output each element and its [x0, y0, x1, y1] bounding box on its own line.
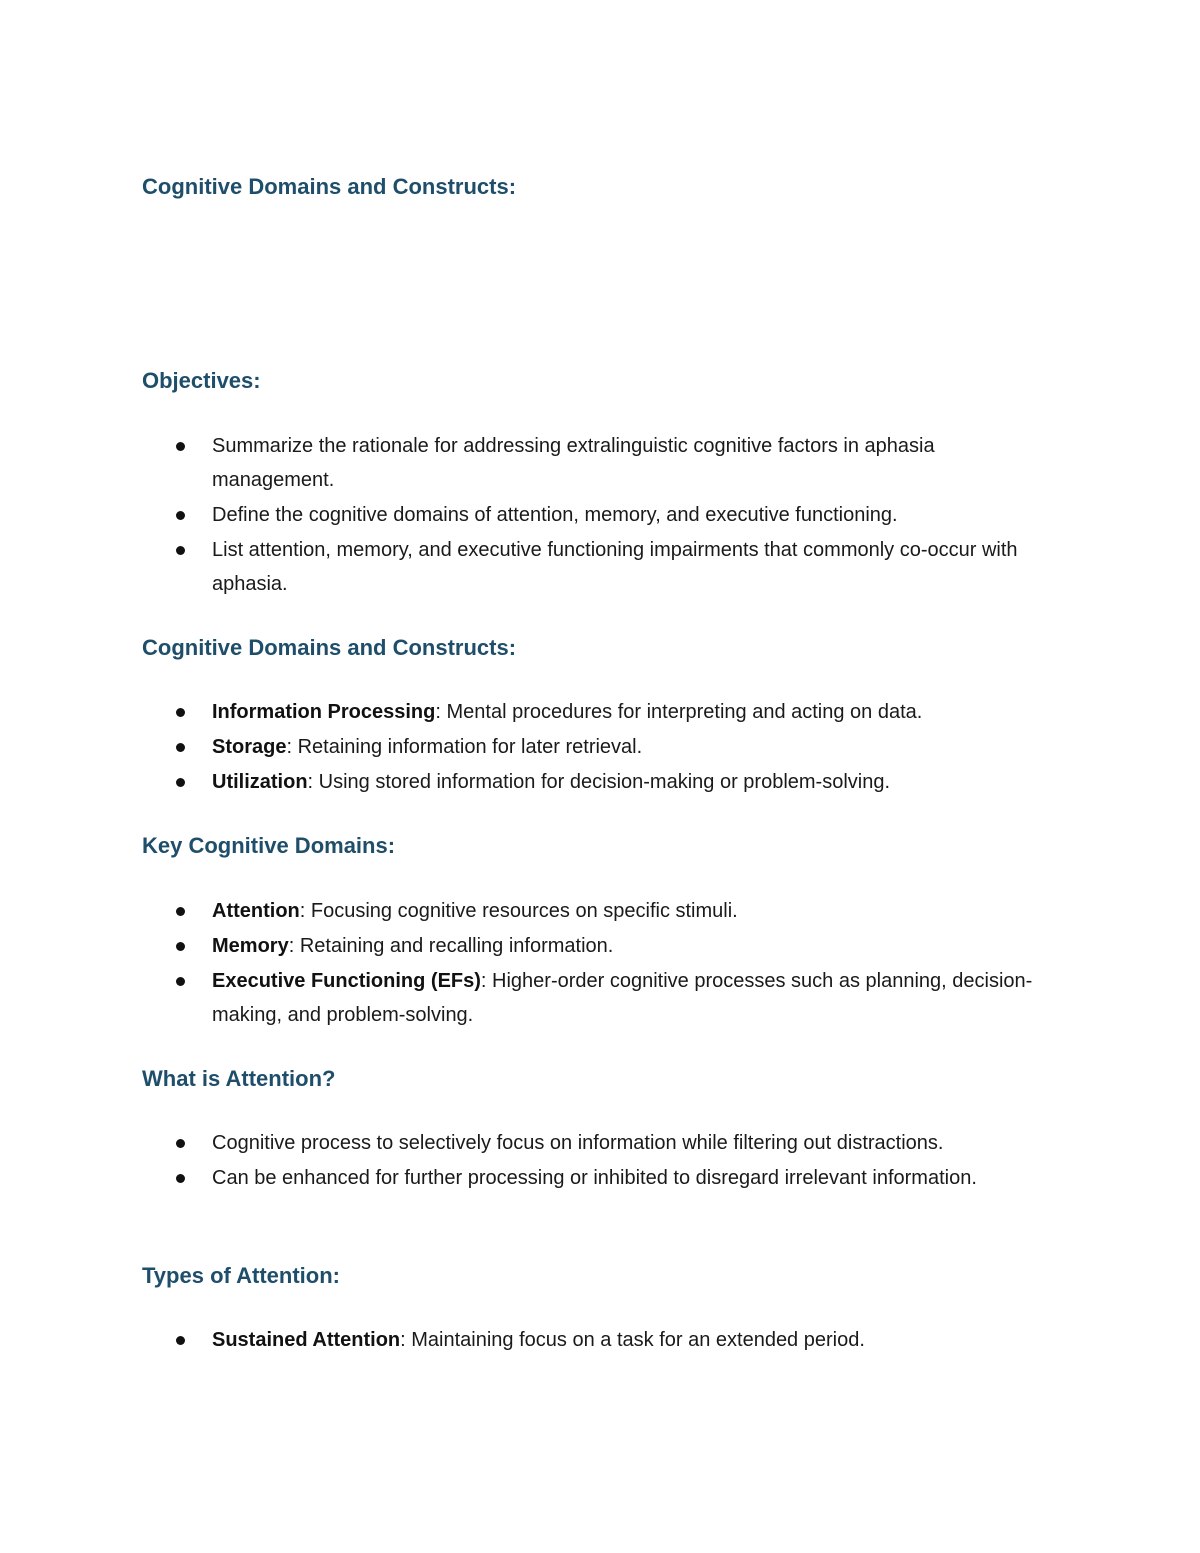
item-text: : Retaining information for later retrieval.: [286, 736, 643, 758]
list-item: [0, 1126, 1062, 1160]
bullet-list: [0, 894, 1200, 1033]
list-item: [0, 695, 1062, 729]
item-term: Sustained Attention: [212, 1329, 401, 1351]
bullet-list: [0, 1126, 1200, 1196]
bullet-icon: [176, 1139, 185, 1148]
item-text: : Retaining and recalling information.: [288, 935, 614, 957]
section-heading: Types of Attention:: [142, 1263, 340, 1288]
item-text: : Higher-order cognitive processes such as planning, decision-making, and problem-solving.: [212, 970, 1033, 1026]
bullet-icon: [176, 743, 185, 752]
bullet-icon: [176, 511, 185, 520]
bullet-list: [0, 1323, 1200, 1358]
bullet-icon: [176, 442, 185, 451]
bullet-icon: [176, 708, 185, 717]
list-item: [0, 894, 1062, 928]
bullet-icon: [176, 907, 185, 916]
section-heading: Objectives:: [142, 368, 261, 393]
item-text: : Using stored information for decision-making or problem-solving.: [307, 771, 891, 793]
bullet-list: [0, 695, 1200, 800]
list-item: [0, 730, 1062, 764]
item-term: Executive Functioning (EFs): [212, 970, 481, 992]
item-text: List attention, memory, and executive functioning impairments that commonly co-occur with aphasia.: [212, 539, 1018, 595]
item-text: Define the cognitive domains of attention, memory, and executive functioning.: [212, 504, 898, 526]
section-heading: Key Cognitive Domains:: [142, 833, 396, 858]
item-text: : Maintaining focus on a task for an extended period.: [400, 1329, 865, 1351]
list-item: [0, 929, 1062, 963]
item-text: Summarize the rationale for addressing extralinguistic cognitive factors in aphasia management.: [212, 435, 935, 491]
list-item: [0, 533, 1062, 601]
item-term: Memory: [212, 935, 289, 957]
bullet-icon: [176, 778, 185, 787]
list-item: [0, 1161, 1062, 1195]
item-text: Cognitive process to selectively focus on information while filtering out distractions.: [212, 1132, 944, 1154]
item-term: Information Processing: [212, 701, 436, 723]
item-text: Can be enhanced for further processing or inhibited to disregard irrelevant information.: [212, 1167, 977, 1189]
item-text: : Mental procedures for interpreting and acting on data.: [435, 701, 923, 723]
bullet-icon: [176, 942, 185, 951]
section-heading: Cognitive Domains and Constructs:: [142, 174, 517, 199]
item-term: Utilization: [212, 771, 308, 793]
list-item: [0, 498, 1062, 532]
item-term: Attention: [212, 900, 300, 922]
list-item: [0, 964, 1062, 1032]
item-text: : Focusing cognitive resources on specific stimuli.: [299, 900, 738, 922]
bullet-icon: [176, 1336, 185, 1345]
item-term: Storage: [212, 736, 287, 758]
list-item: [0, 765, 1062, 799]
bullet-icon: [176, 546, 185, 555]
bullet-list: [0, 429, 1200, 602]
bullet-icon: [176, 977, 185, 986]
list-item: [0, 1323, 1062, 1357]
section-heading: What is Attention?: [142, 1066, 336, 1091]
list-item: [0, 429, 1062, 497]
section-heading: Cognitive Domains and Constructs:: [142, 635, 517, 660]
bullet-icon: [176, 1174, 185, 1183]
